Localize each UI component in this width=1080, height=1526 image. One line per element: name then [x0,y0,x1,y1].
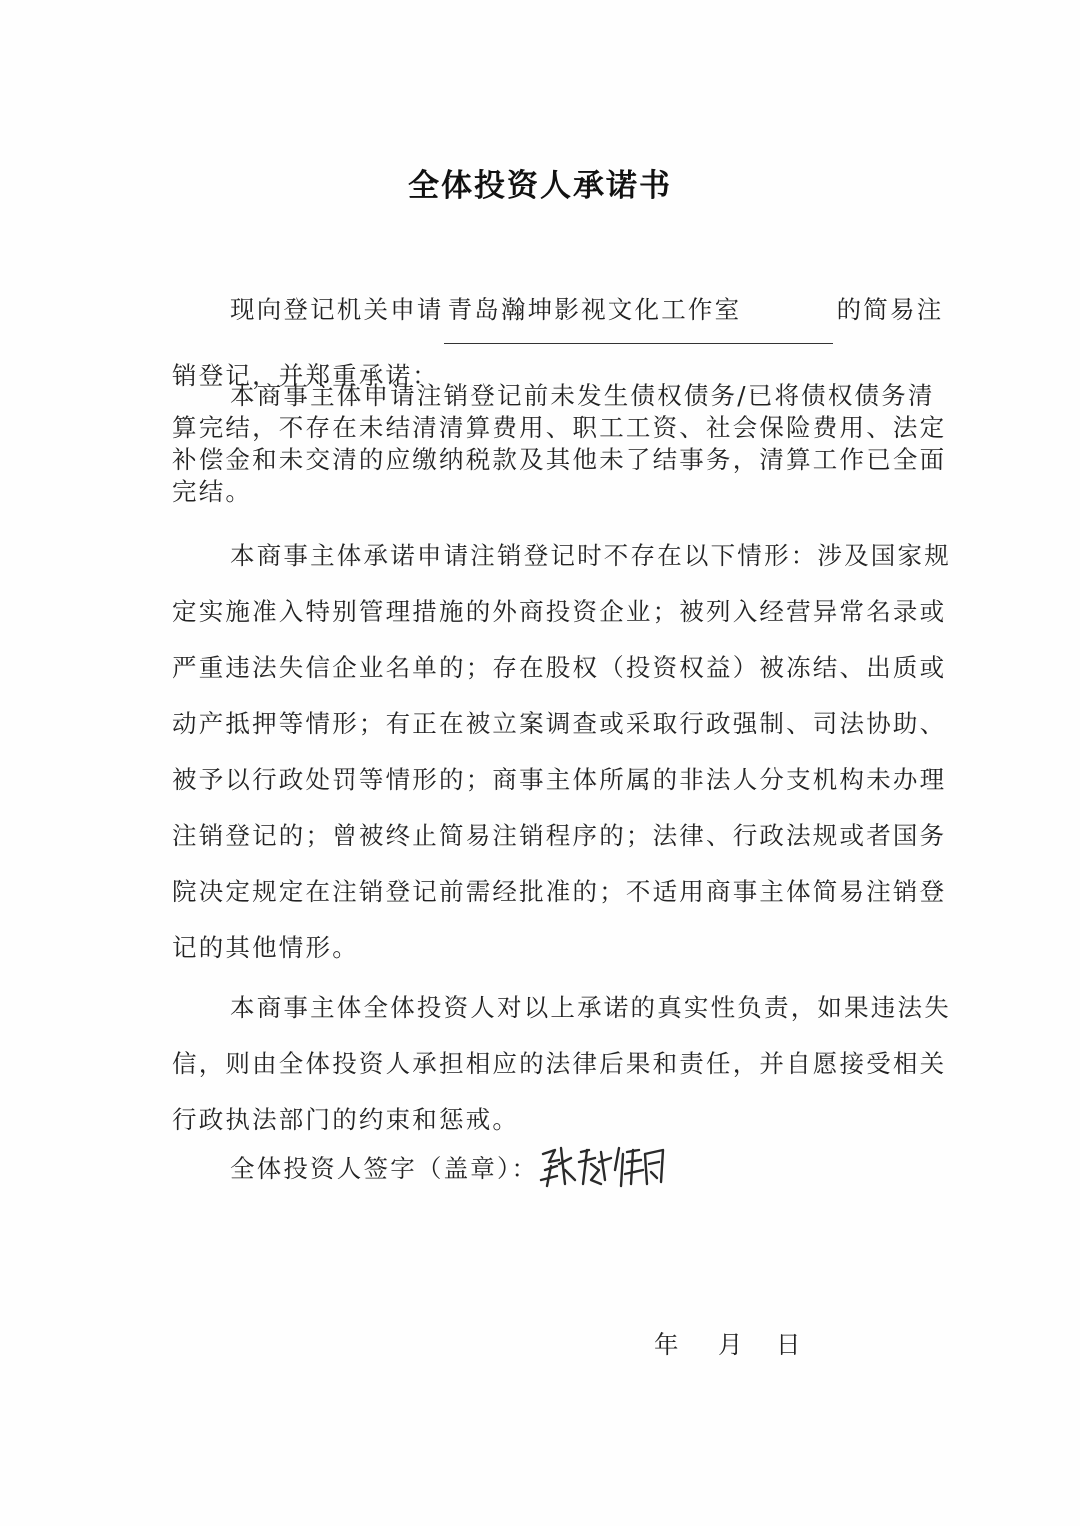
paragraph-1-line: 算完结，不存在未结清清算费用、职工工资、社会保险费用、法定 [172,413,947,442]
paragraph-1 [172,380,962,508]
paragraph-2-line: 动产抵押等情形；有正在被立案调查或采取行政强制、司法协助、 [172,709,947,738]
paragraph-2-line: 注销登记的；曾被终止简易注销程序的；法律、行政法规或者国务 [172,821,947,850]
intro-line-1 [172,278,962,344]
paragraph-1-line: 本商事主体申请注销登记前未发生债权债务/已将债权债务清 [230,381,935,410]
paragraph-3-line: 信，则由全体投资人承担相应的法律后果和责任，并自愿接受相关 [172,1049,947,1078]
intro-prefix: 现向登记机关申请 [230,295,444,324]
paragraph-3-line: 行政执法部门的约束和惩戒。 [172,1105,520,1134]
paragraph-2-line: 院决定规定在注销登记前需经批准的；不适用商事主体简易注销登 [172,877,947,906]
paragraph-2 [172,528,962,976]
date-year-label: 年 [654,1330,679,1359]
paragraph-1-line: 补偿金和未交清的应缴纳税款及其他未了结事务，清算工作已全面 [172,445,947,474]
company-name-field: 青岛瀚坤影视文化工作室 [444,278,833,344]
date-month-label: 月 [718,1330,743,1359]
handwritten-signature [535,1140,670,1195]
document-title: 全体投资人承诺书 [408,168,672,204]
signature-label: 全体投资人签字（盖章）： [230,1154,539,1183]
paragraph-2-line: 严重违法失信企业名单的；存在股权（投资权益）被冻结、出质或 [172,653,947,682]
intro-line-2: 销登记，并郑重承诺： [172,361,439,390]
paragraph-3 [172,980,962,1148]
paragraph-2-line: 记的其他情形。 [172,933,359,962]
date-day-label: 日 [776,1330,801,1359]
paragraph-2-line: 被予以行政处罚等情形的；商事主体所属的非法人分支机构未办理 [172,765,947,794]
paragraph-3-line: 本商事主体全体投资人对以上承诺的真实性负责，如果违法失 [230,993,951,1022]
paragraph-1-line: 完结。 [172,477,253,506]
intro-suffix: 的简易注 [836,295,944,324]
paragraph-2-line: 本商事主体承诺申请注销登记时不存在以下情形：涉及国家规 [230,541,951,570]
paragraph-2-line: 定实施准入特别管理措施的外商投资企业；被列入经营异常名录或 [172,597,947,626]
